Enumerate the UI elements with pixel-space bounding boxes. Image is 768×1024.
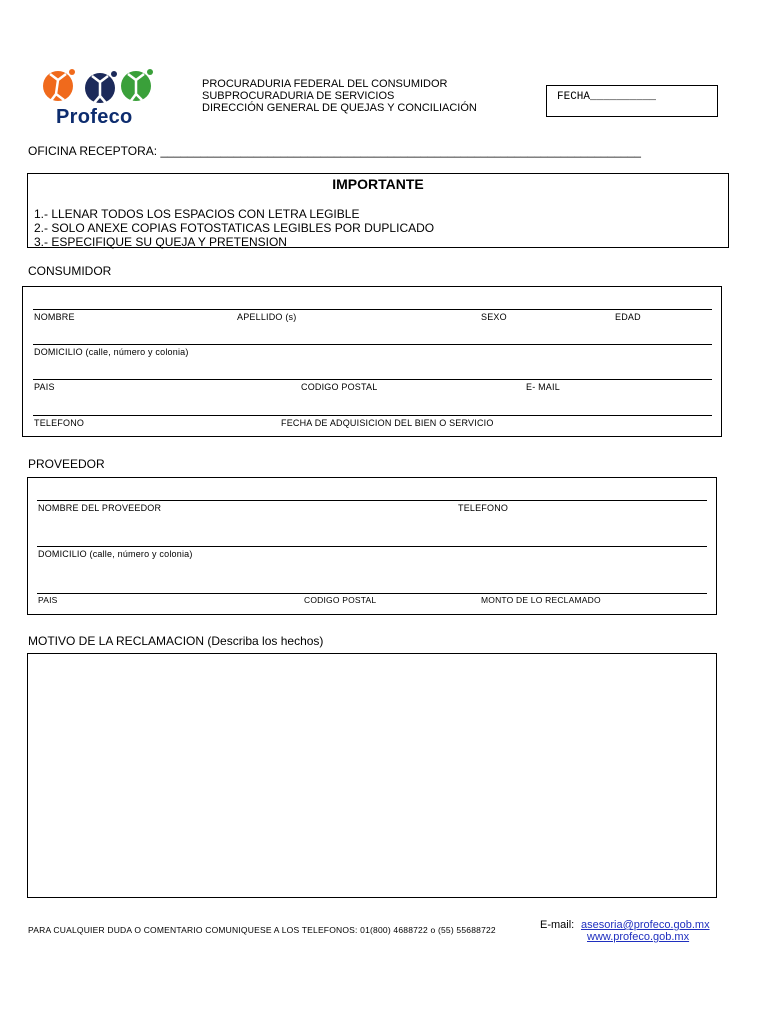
consumidor-box [22,286,722,437]
importante-item-2: 2.- SOLO ANEXE COPIAS FOTOSTATICAS LEGIBLES POR DUPLICADO [34,221,435,235]
label-pais-proveedor: PAIS [38,595,58,605]
importante-item-3: 3.- ESPECIFIQUE SU QUEJA Y PRETENSION [34,235,287,249]
header-line-3: DIRECCIÓN GENERAL DE QUEJAS Y CONCILIACIÓN [202,102,477,114]
motivo-textarea[interactable] [27,653,717,898]
label-monto-reclamado: MONTO DE LO RECLAMADO [481,595,601,605]
proveedor-line-3[interactable] [37,593,707,594]
label-domicilio-proveedor: DOMICILIO (calle, número y colonia) [38,549,193,559]
label-domicilio: DOMICILIO (calle, número y colonia) [34,347,189,357]
importante-title: IMPORTANTE [332,176,424,192]
profeco-logo-figures [40,66,160,106]
importante-box [27,173,729,248]
fecha-label: FECHA__________ [557,91,657,103]
proveedor-line-2[interactable] [37,546,707,547]
footer-email-link[interactable]: asesoria@profeco.gob.mx [581,919,710,931]
consumidor-line-1[interactable] [33,309,712,310]
proveedor-title: PROVEEDOR [28,457,105,471]
motivo-title: MOTIVO DE LA RECLAMACION (Describa los hechos) [28,634,324,648]
label-edad: EDAD [615,312,641,322]
label-email: E- MAIL [526,382,560,392]
header-line-1: PROCURADURIA FEDERAL DEL CONSUMIDOR [202,78,448,90]
consumidor-line-2[interactable] [33,344,712,345]
oficina-receptora-field[interactable]: OFICINA RECEPTORA: ________________________________________________________________________ [28,144,641,158]
footer-note: PARA CUALQUIER DUDA O COMENTARIO COMUNIQUESE A LOS TELEFONOS: 01(800) 4688722 o (55) 55688722 [28,925,496,935]
header-line-2: SUBPROCURADURIA DE SERVICIOS [202,90,395,102]
footer-email-label: E-mail: [540,919,575,931]
importante-item-1: 1.- LLENAR TODOS LOS ESPACIOS CON LETRA LEGIBLE [34,207,360,221]
fecha-box[interactable] [546,85,718,117]
label-sexo: SEXO [481,312,507,322]
label-nombre-proveedor: NOMBRE DEL PROVEEDOR [38,503,162,513]
profeco-logo [40,66,160,130]
logo-text: Profeco [56,106,133,128]
label-codigo-postal-proveedor: CODIGO POSTAL [304,595,377,605]
label-apellido: APELLIDO (s) [237,312,297,322]
label-telefono: TELEFONO [34,418,85,428]
label-codigo-postal: CODIGO POSTAL [301,382,378,392]
consumidor-title: CONSUMIDOR [28,264,112,278]
consumidor-line-3[interactable] [33,379,712,380]
consumidor-line-4[interactable] [33,415,712,416]
footer-website-link[interactable]: www.profeco.gob.mx [587,931,690,943]
label-telefono-proveedor: TELEFONO [458,503,509,513]
proveedor-box [27,477,717,615]
label-nombre: NOMBRE [34,312,75,322]
label-fecha-adquisicion: FECHA DE ADQUISICION DEL BIEN O SERVICIO [281,418,494,428]
proveedor-line-1[interactable] [37,500,707,501]
label-pais: PAIS [34,382,55,392]
